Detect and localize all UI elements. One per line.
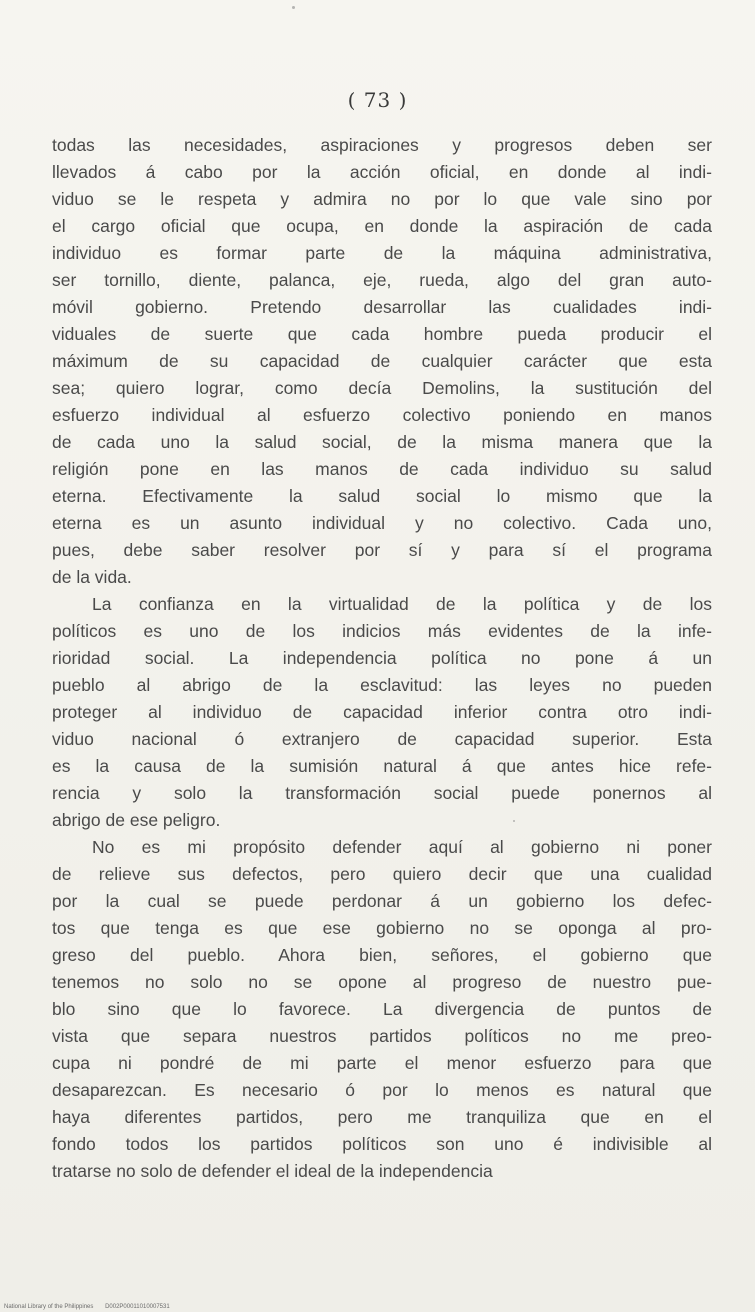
text-line: blo sino que lo favorece. La divergencia de puntos de xyxy=(52,999,712,1019)
text-line: No es mi propósito defender aquí al gobierno ni poner xyxy=(92,837,712,857)
scan-speck xyxy=(292,6,295,9)
text-line: tos que tenga es que ese gobierno no se oponga al pro- xyxy=(52,918,712,938)
page-number: ( 73 ) xyxy=(347,88,408,112)
text-line: La confianza en la virtualidad de la política y de los xyxy=(92,594,712,614)
body-text xyxy=(52,132,712,1185)
text-line: fondo todos los partidos políticos son uno é indivisible al xyxy=(52,1134,712,1154)
paragraph xyxy=(52,132,712,591)
text-line: vista que separa nuestros partidos políticos no me preo- xyxy=(52,1026,712,1046)
text-line: tenemos no solo no se opone al progreso de nuestro pue- xyxy=(52,972,712,992)
footer-code: D002P00011010007531 xyxy=(105,1304,170,1310)
scan-footer xyxy=(4,1304,180,1310)
text-line: pues, debe saber resolver por sí y para sí el programa xyxy=(52,540,712,560)
text-line: de cada uno la salud social, de la misma manera que la xyxy=(52,432,712,452)
text-line: viduo nacional ó extranjero de capacidad superior. Esta xyxy=(52,729,712,749)
text-line: ser tornillo, diente, palanca, eje, rueda, algo del gran auto- xyxy=(52,270,712,290)
text-line: de relieve sus defectos, pero quiero decir que una cualidad xyxy=(52,864,712,884)
text-line: eterna. Efectivamente la salud social lo mismo que la xyxy=(52,486,712,506)
text-line: rencia y solo la transformación social puede ponernos al xyxy=(52,783,712,803)
text-line: eterna es un asunto individual y no colectivo. Cada uno, xyxy=(52,513,712,533)
text-line: haya diferentes partidos, pero me tranquiliza que en el xyxy=(52,1107,712,1127)
text-line: desaparezcan. Es necesario ó por lo menos es natural que xyxy=(52,1080,712,1100)
text-line: máximum de su capacidad de cualquier carácter que esta xyxy=(52,351,712,371)
text-line: esfuerzo individual al esfuerzo colectivo poniendo en manos xyxy=(52,405,712,425)
text-line: viduales de suerte que cada hombre pueda producir el xyxy=(52,324,712,344)
text-line: tratarse no solo de defender el ideal de la independencia xyxy=(52,1161,493,1181)
text-line: políticos es uno de los indicios más evidentes de la infe- xyxy=(52,621,712,641)
text-line: cupa ni pondré de mi parte el menor esfuerzo para que xyxy=(52,1053,712,1073)
paragraph xyxy=(52,591,712,834)
text-line: móvil gobierno. Pretendo desarrollar las cualidades indi- xyxy=(52,297,712,317)
text-line: proteger al individuo de capacidad inferior contra otro indi- xyxy=(52,702,712,722)
text-line: todas las necesidades, aspiraciones y progresos deben ser xyxy=(52,135,712,155)
text-line: religión pone en las manos de cada individuo su salud xyxy=(52,459,712,479)
text-line: abrigo de ese peligro. xyxy=(52,810,221,830)
paragraph xyxy=(52,834,712,1185)
footer-library: National Library of the Philippines xyxy=(4,1304,94,1310)
text-line: viduo se le respeta y admira no por lo que vale sino por xyxy=(52,189,712,209)
text-line: sea; quiero lograr, como decía Demolins, la sustitución del xyxy=(52,378,712,398)
text-line: el cargo oficial que ocupa, en donde la aspiración de cada xyxy=(52,216,712,236)
text-line: por la cual se puede perdonar á un gobierno los defec- xyxy=(52,891,712,911)
text-line: greso del pueblo. Ahora bien, señores, el gobierno que xyxy=(52,945,712,965)
text-line: llevados á cabo por la acción oficial, en donde al indi- xyxy=(52,162,712,182)
text-line: rioridad social. La independencia política no pone á un xyxy=(52,648,712,668)
text-line: individuo es formar parte de la máquina administrativa, xyxy=(52,243,712,263)
text-line: pueblo al abrigo de la esclavitud: las leyes no pueden xyxy=(52,675,712,695)
text-line: es la causa de la sumisión natural á que antes hice refe- xyxy=(52,756,712,776)
text-line: de la vida. xyxy=(52,567,132,587)
